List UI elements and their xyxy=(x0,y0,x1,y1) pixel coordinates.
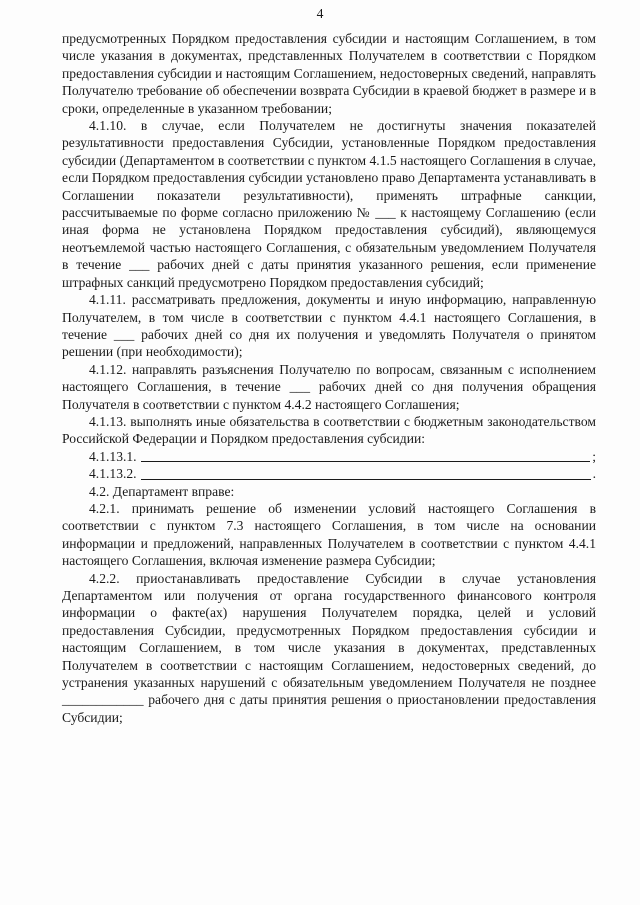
page-number: 4 xyxy=(316,6,324,21)
fill-line-end: . xyxy=(592,466,596,482)
paragraph-4-1-11: 4.1.11. рассматривать предложения, документы и иную информацию, направленную Получателем, в том числе в соответствии с пунктом 4.4.1 настоящего Соглашения, в течение ___ рабочих дней со дня их получения и уведомлять Получателя о принятом решении (при необходимости); xyxy=(62,292,596,360)
paragraph-4-2: 4.2. Департамент вправе: xyxy=(89,483,235,499)
paragraph-continuation: предусмотренных Порядком предоставления субсидии и настоящим Соглашением, в том числе указания в документах, представленных Получателем в соответствии с Порядком предоставления субсидии и настоящим Соглашением, недостоверных сведений, направлять Получателю требование об обеспечении возврата Субсидии в краевой бюджет в размере и в сроки, определенные в указанном требовании; xyxy=(62,31,596,116)
fill-line-label: 4.1.13.2. xyxy=(89,466,137,482)
paragraph-4-1-13: 4.1.13. выполнять иные обязательства в соответствии с бюджетным законодательством Российской Федерации и Порядком предоставления субсидии: xyxy=(62,413,596,447)
paragraph-4-1-12: 4.1.12. направлять разъяснения Получателю по вопросам, связанным с исполнением настоящего Соглашения, в течение ___ рабочих дней со дня получения обращения Получателя в соответствии с пунктом 4.4.2 настоящего Соглашения; xyxy=(62,361,596,412)
paragraph-4-1-10: 4.1.10. в случае, если Получателем не достигнуты значения показателей результативности предоставления Субсидии, установленные Порядком предоставления субсидии (Департаментом в соответствии с пунктом 4.1.5 настоящего Соглашения в случае, если Порядком предоставления субсидии установлено право Департамента устанавливать в Соглашении показатели результативности), применять штрафные санкции, рассчитываемые по форме согласно приложению № ___ к настоящему Соглашению (если иная форма не установлена Порядком предоставления субсидий), являющемуся неотъемлемой частью настоящего Соглашения, с обязательным уведомлением Получателя в течение ___ рабочих дней с даты принятия указанного решения, если применение штрафных санкций предусмотрено Порядком предоставления субсидий; xyxy=(62,118,596,290)
paragraph-4-2-1: 4.2.1. принимать решение об изменении условий настоящего Соглашения в соответствии с пунктом 7.3 настоящего Соглашения, в том числе на основании информации и предложений, направленных Получателем в соответствии с пунктом 4.4.1 настоящего Соглашения, включая изменение размера Субсидии; xyxy=(62,500,596,569)
blank-rule xyxy=(141,449,591,462)
fill-line-4-1-13-1 xyxy=(62,448,596,465)
fill-line-4-1-13-2 xyxy=(62,465,596,482)
fill-line-label: 4.1.13.1. xyxy=(89,448,137,464)
blank-rule xyxy=(141,467,591,480)
fill-line-end: ; xyxy=(592,448,596,464)
document-body xyxy=(62,30,596,726)
paragraph-4-2-2: 4.2.2. приостанавливать предоставление Субсидии в случае установления Департаментом или получения от органа государственного финансового контроля информации о факте(ах) нарушения Получателем порядка, целей и условий предоставления Субсидии, предусмотренных Порядком предоставления субсидии и настоящим Соглашением, в том числе указания в документах, представленных Получателем в соответствии с настоящим Соглашением, недостоверных сведений, до устранения указанных нарушений с обязательным уведомлением Получателя не позднее ____________ рабочего дня с даты принятия решения о приостановлении предоставления Субсидии; xyxy=(62,570,596,725)
